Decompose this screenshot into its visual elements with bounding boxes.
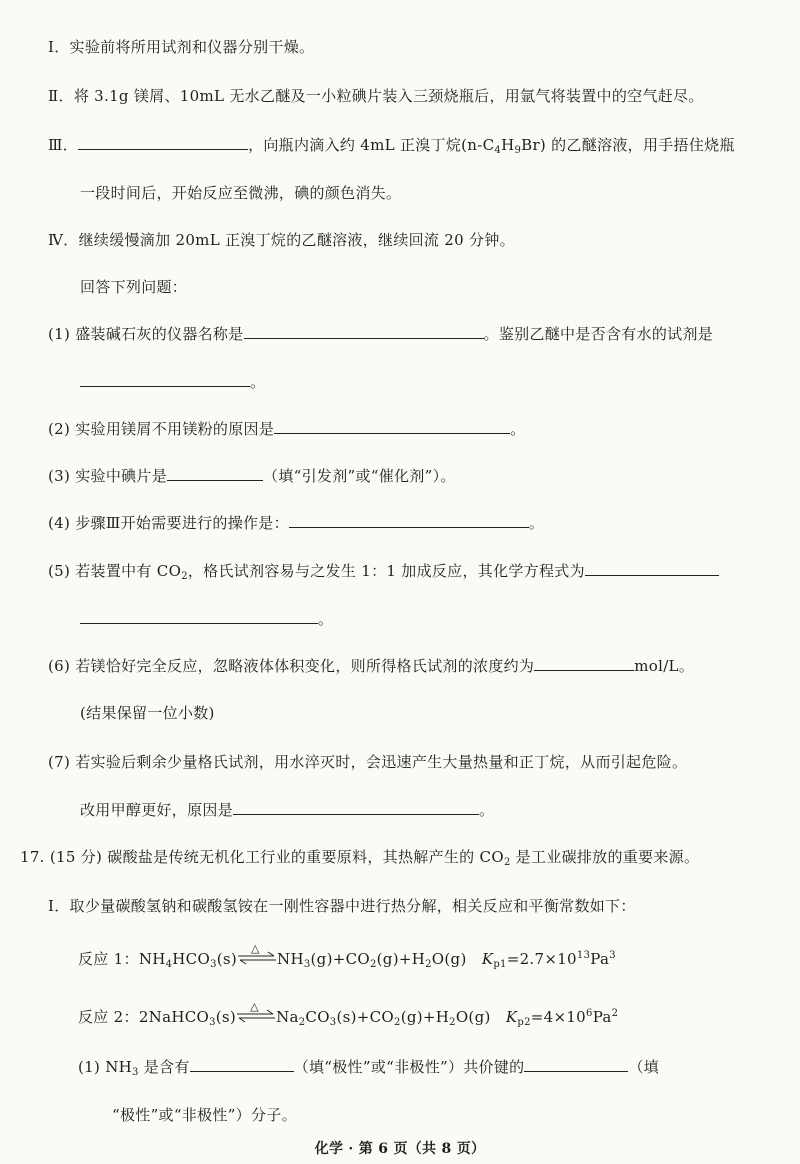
question-6: (6) 若镁恰好完全反应，忽略液体体积变化，则所得格氏试剂的浓度约为 mol/L。: [48, 657, 695, 675]
question-2: (2) 实验用镁屑不用镁粉的原因是 。: [48, 420, 526, 438]
reversible-arrow-icon: △: [237, 949, 277, 967]
question-7-blank[interactable]: [233, 799, 479, 815]
question-5-blank-a[interactable]: [585, 560, 719, 576]
step-1-text: 实验前将所用试剂和仪器分别干燥。: [69, 38, 315, 56]
reversible-arrow-icon: △: [236, 1007, 276, 1025]
step-2: Ⅱ．将 3.1g 镁屑、10mL 无水乙醚及一小粒碘片装入三颈烧瓶后，用氩气将装置中的空气赶尽。: [48, 87, 704, 105]
question-3-blank[interactable]: [167, 465, 263, 481]
question-2-blank[interactable]: [274, 418, 510, 434]
step-4: Ⅳ．继续缓慢滴加 20mL 正溴丁烷的乙醚溶液，继续回流 20 分钟。: [48, 231, 515, 249]
step-3-number: Ⅲ: [48, 136, 63, 154]
question-6-blank[interactable]: [534, 655, 634, 671]
question-1: (1) 盛装碱石灰的仪器名称是 。鉴别乙醚中是否含有水的试剂是: [48, 325, 714, 343]
problem-17-question-1-line-2: “极性”或“非极性”）分子。: [112, 1106, 297, 1124]
step-3-continuation: 一段时间后，开始反应至微沸，碘的颜色消失。: [80, 184, 402, 202]
step-4-number: Ⅳ: [48, 231, 64, 249]
step-1-number: Ⅰ: [48, 38, 55, 56]
step-3-blank[interactable]: [78, 134, 248, 150]
question-4-blank[interactable]: [289, 512, 529, 528]
step-4-text: 继续缓慢滴加 20mL 正溴丁烷的乙醚溶液，继续回流 20 分钟。: [78, 231, 515, 249]
question-4: (4) 步骤Ⅲ开始需要进行的操作是： 。: [48, 514, 545, 532]
step-3: Ⅲ． ，向瓶内滴入约 4mL 正溴丁烷$(n-C_4H_9Br)$ 的乙醚溶液，用手捂住烧瓶: [48, 136, 735, 156]
problem-17-number: 17.: [20, 848, 45, 866]
question-1-line-2: 。: [80, 371, 265, 393]
problem-17: 17. (15 分) 碳酸盐是传统无机化工行业的重要原料，其热解产生的 $CO_2$ 是工业碳排放的重要来源。: [20, 848, 700, 868]
question-5: (5) 若装置中有 $CO_2$，格氏试剂容易与之发生 1：1 加成反应，其化学方程式为: [48, 560, 719, 582]
question-5-blank-b[interactable]: [80, 608, 318, 624]
question-5-line-2: 。: [80, 608, 333, 630]
question-1-blank-b[interactable]: [80, 371, 250, 387]
page-footer: 化学 · 第 6 页（共 8 页）: [314, 1141, 486, 1157]
problem-17-q1-blank-a[interactable]: [190, 1056, 294, 1072]
question-7-line-2: 改用甲醇更好，原因是 。: [80, 801, 495, 819]
problem-17-score: (15 分): [49, 848, 103, 866]
problem-17-question-1: (1) $NH_3$ 是含有 （填“极性”或“非极性”）共价键的 （填: [78, 1058, 660, 1078]
question-6-note: (结果保留一位小数): [80, 704, 215, 722]
question-7: (7) 若实验后剩余少量格氏试剂，用水淬灭时，会迅速产生大量热量和正丁烷，从而引起危险。: [48, 753, 688, 771]
problem-17-part-1: Ⅰ．取少量碳酸氢钠和碳酸氢铵在一刚性容器中进行热分解，相关反应和平衡常数如下：: [48, 897, 636, 915]
step-2-text: 将 3.1g 镁屑、10mL 无水乙醚及一小粒碘片装入三颈烧瓶后，用氩气将装置中的空气赶尽。: [73, 87, 704, 105]
question-3: (3) 实验中碘片是 （填“引发剂”或“催化剂”）。: [48, 467, 456, 485]
step-2-number: Ⅱ: [48, 87, 59, 105]
problem-17-q1-blank-b[interactable]: [524, 1056, 628, 1072]
reaction-1: 反应 1：$NH_4HCO_3(s)$ △ $NH_3(g)+CO_2(g)+H_2O(g)$ $K_{p1}=2.7\times 10^{13}Pa^3$: [78, 942, 616, 970]
reaction-2: 反应 2：2NaHCO$_3$(s) △ $Na_2CO_3(s)+CO_2(g)+H_2O(g)$ $K_{p2}=4\times 10^6Pa^2$: [78, 1000, 619, 1028]
answer-intro: 回答下列问题：: [80, 278, 188, 296]
step-1: Ⅰ．实验前将所用试剂和仪器分别干燥。: [48, 38, 315, 56]
question-1-blank-a[interactable]: [244, 323, 484, 339]
